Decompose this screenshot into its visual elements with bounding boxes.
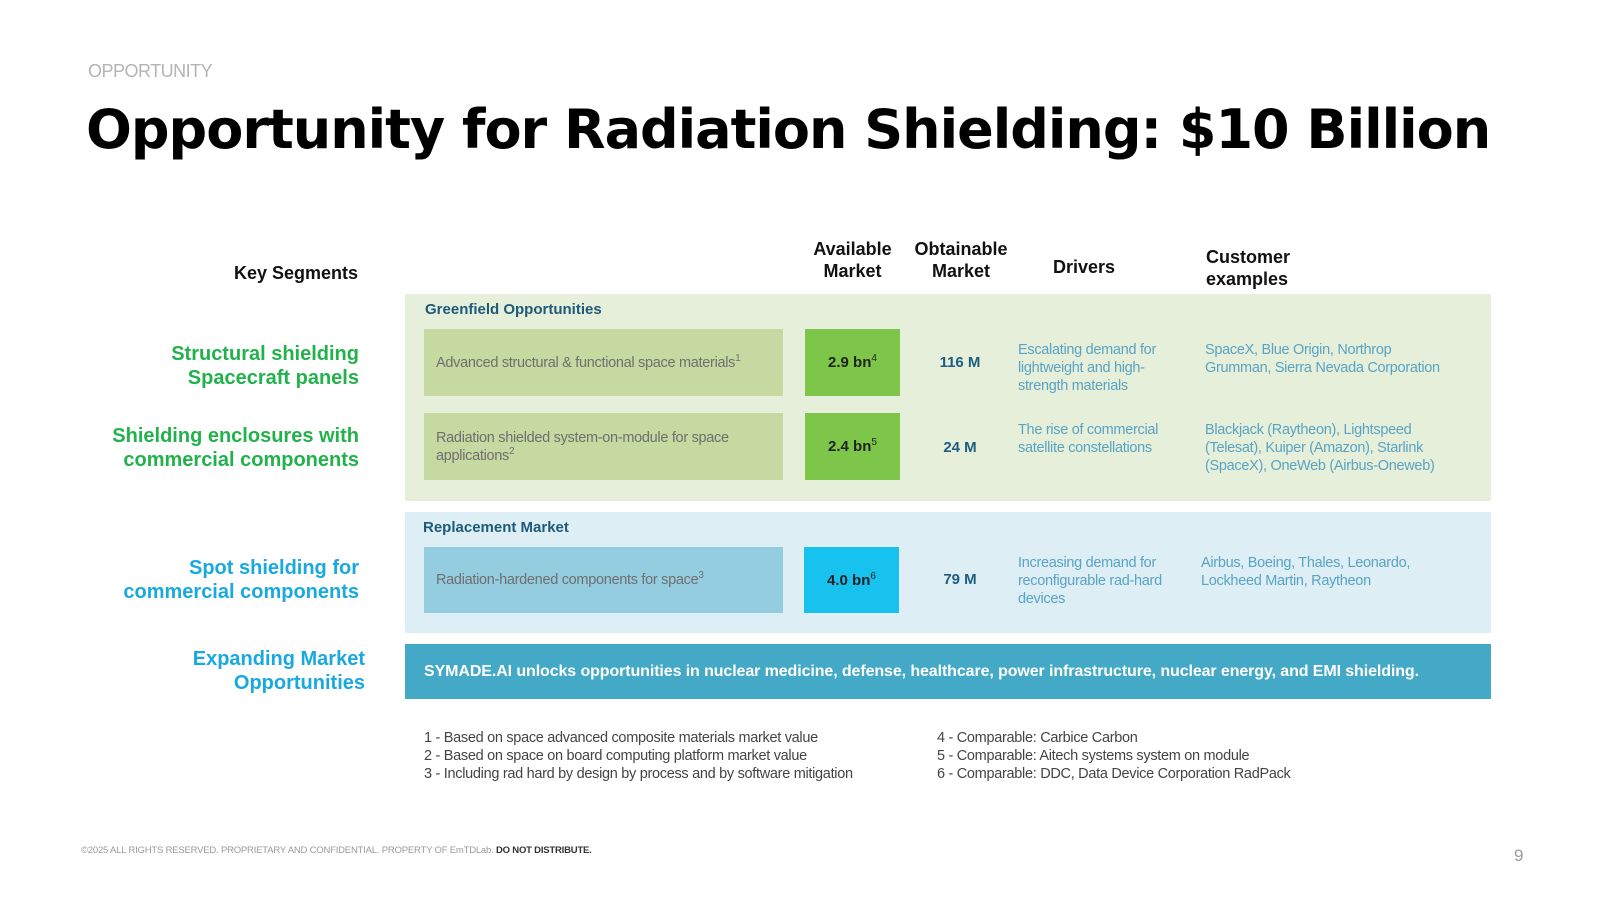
footnote: 5 - Comparable: Aitech systems system on module: [937, 748, 1250, 764]
header-available-market: [800, 238, 905, 282]
header-obtainable-market: [906, 238, 1016, 282]
header-available-line2: Market: [823, 261, 882, 281]
segment-line: commercial components: [123, 449, 359, 471]
description-text: Radiation shielded system-on-module for space applications: [436, 429, 729, 464]
page-number: 9: [1514, 846, 1524, 865]
footnotes-right: [937, 729, 1291, 783]
confidentiality-footer: [81, 845, 592, 856]
footnote: 1 - Based on space advanced composite materials market value: [424, 730, 818, 746]
footnote-ref: 4: [871, 353, 877, 364]
replacement-row-1-obtainable: 79 M: [943, 571, 977, 588]
available-value: 2.4 bn: [828, 438, 872, 455]
segment-spot-shielding: [100, 556, 359, 604]
header-customer-examples: [1206, 246, 1290, 290]
greenfield-row-2-description: [424, 413, 783, 480]
segment-line: Spot shielding for: [189, 557, 359, 579]
greenfield-row-2-customers: Blackjack (Raytheon), Lightspeed (Telesat), Kuiper (Amazon), Starlink (SpaceX), OneWeb (Airbus-Oneweb): [1205, 422, 1435, 474]
segment-shielding-enclosures: [100, 424, 359, 472]
segment-line: Structural shielding: [171, 343, 359, 365]
eyebrow-label: OPPORTUNITY: [88, 61, 213, 81]
footnotes-left: [424, 729, 853, 783]
greenfield-row-1-customers: SpaceX, Blue Origin, Northrop Grumman, Sierra Nevada Corporation: [1205, 342, 1440, 376]
greenfield-row-1-available: [805, 329, 900, 396]
footnote-ref: 5: [871, 437, 877, 448]
description-text: Radiation-hardened components for space: [436, 572, 699, 588]
header-drivers: Drivers: [1053, 257, 1116, 277]
footer-bold-text: DO NOT DISTRIBUTE.: [496, 845, 592, 856]
greenfield-row-2-driver: The rise of commercial satellite constellations: [1018, 422, 1159, 456]
footnote-ref: 3: [698, 570, 704, 582]
segment-structural-shielding: [100, 342, 359, 390]
greenfield-row-1-obtainable: 116 M: [939, 354, 981, 371]
page-title: Opportunity for Radiation Shielding: $10 Billion: [86, 98, 1491, 161]
greenfield-row-2-available: [805, 413, 900, 480]
footnote: 2 - Based on space on board computing platform market value: [424, 748, 807, 764]
segment-expanding-market: [100, 647, 365, 695]
header-available-line1: Available: [813, 239, 892, 259]
footnote-ref: 6: [870, 570, 876, 582]
available-value: 2.9 bn: [828, 354, 872, 371]
description-text: Advanced structural & functional space materials: [436, 354, 736, 371]
footnote: 3 - Including rad hard by design by process and by software mitigation: [424, 766, 853, 782]
footnote: 4 - Comparable: Carbice Carbon: [937, 730, 1138, 746]
banner-text: SYMADE.AI unlocks opportunities in nuclear medicine, defense, healthcare, power infrastructure, nuclear energy, and EMI shielding.: [424, 662, 1419, 680]
greenfield-label: Greenfield Opportunities: [425, 301, 602, 318]
header-customer-line1: Customer: [1206, 247, 1291, 267]
segment-line: Expanding Market: [192, 648, 365, 670]
footnote-ref: 2: [508, 445, 515, 457]
header-customer-line2: examples: [1206, 269, 1289, 289]
footnote: 6 - Comparable: DDC, Data Device Corporation RadPack: [937, 766, 1291, 782]
header-key-segments: Key Segments: [234, 263, 359, 283]
available-value: 4.0 bn: [827, 571, 871, 589]
footnote-ref: 1: [735, 352, 741, 364]
segment-line: Shielding enclosures with: [112, 425, 359, 447]
replacement-row-1-driver: Increasing demand for reconfigurable rad-hard devices: [1018, 555, 1162, 607]
replacement-row-1-customers: Airbus, Boeing, Thales, Leonardo, Lockheed Martin, Raytheon: [1201, 555, 1411, 589]
header-obtainable-line1: Obtainable: [914, 239, 1008, 259]
greenfield-row-1-description: [424, 329, 783, 396]
expanding-market-banner: [405, 644, 1491, 699]
greenfield-row-1-driver: Escalating demand for lightweight and high-strength materials: [1018, 342, 1156, 394]
greenfield-row-2-obtainable: 24 M: [943, 439, 977, 456]
segment-line: commercial components: [123, 581, 359, 603]
segment-line: Opportunities: [233, 672, 365, 694]
replacement-label: Replacement Market: [423, 519, 569, 536]
replacement-row-1-description: [424, 547, 783, 613]
header-obtainable-line2: Market: [931, 261, 991, 281]
replacement-row-1-available: [804, 547, 899, 613]
footer-text: ©2025 ALL RIGHTS RESERVED. PROPRIETARY AND CONFIDENTIAL. PROPERTY OF EmTDLab.: [81, 845, 494, 856]
segment-line: Spacecraft panels: [187, 367, 359, 389]
